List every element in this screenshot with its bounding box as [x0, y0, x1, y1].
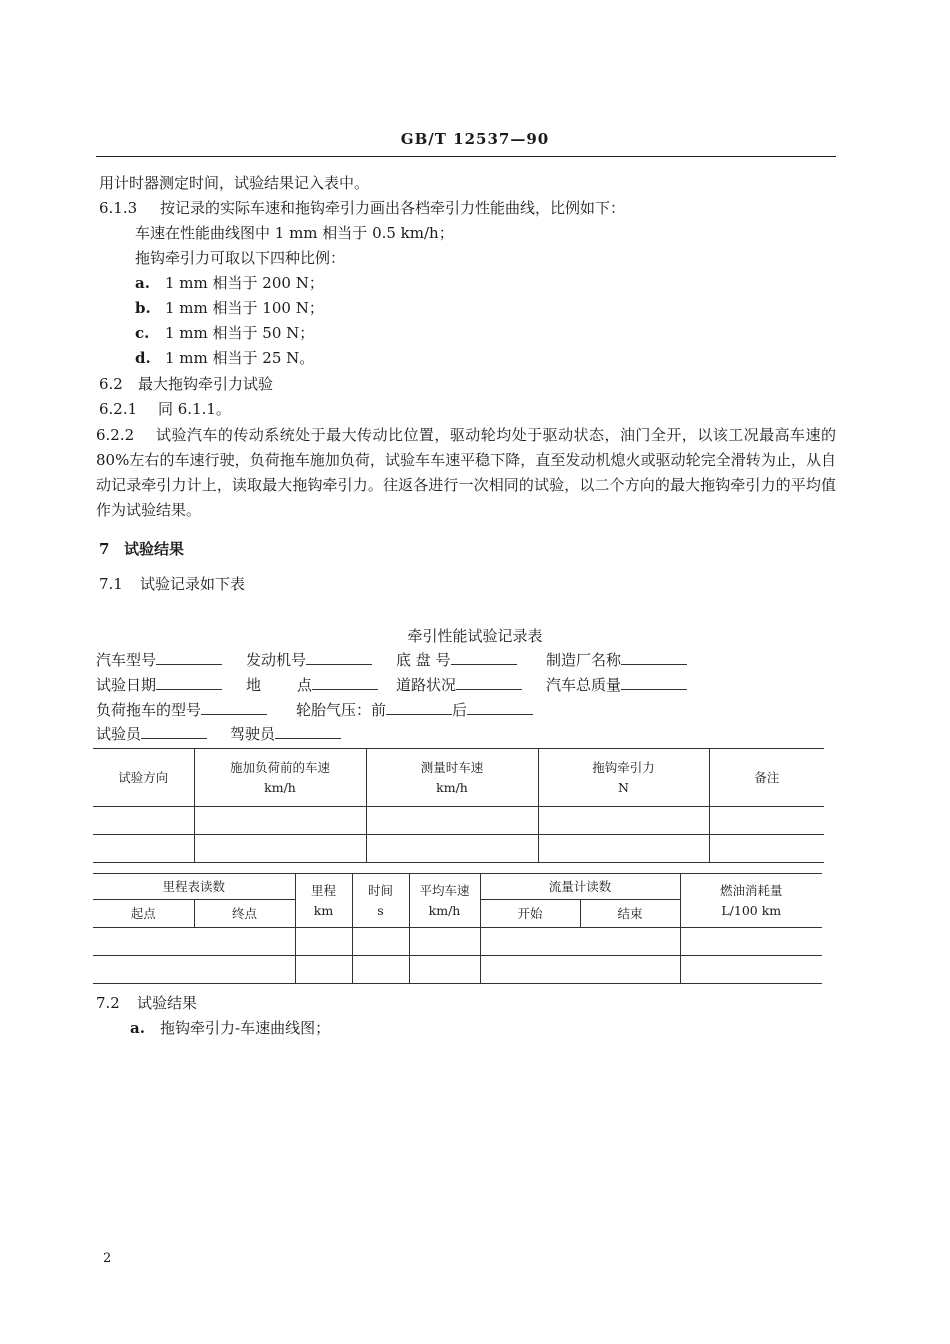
- field-trailer-model: [96, 700, 267, 720]
- header-avg-speed: [409, 874, 480, 928]
- header-unit: km/h: [436, 779, 468, 795]
- scale-item-text: 1 mm 相当于 100 N；: [165, 299, 324, 317]
- table-cell: [709, 835, 824, 863]
- scale-item-text: 1 mm 相当于 50 N；: [165, 324, 315, 342]
- blank-line: [386, 700, 452, 715]
- table-cell: [93, 928, 295, 956]
- traction-record-table: [93, 748, 824, 863]
- table-cell: [680, 956, 822, 984]
- table-cell: [295, 956, 352, 984]
- blank-line: [156, 675, 222, 690]
- table-cell: [709, 807, 824, 835]
- table-cell: [352, 928, 409, 956]
- table-cell: [538, 807, 709, 835]
- table-cell: [366, 807, 538, 835]
- blank-line: [201, 700, 267, 715]
- table-cell: [352, 956, 409, 984]
- table-cell: [366, 835, 538, 863]
- table-cell: [538, 835, 709, 863]
- table-row: [93, 835, 824, 863]
- header-flow-meter: 流量计读数: [480, 874, 680, 900]
- header-label: 测量时车速: [420, 759, 484, 775]
- field-label: 发动机号: [246, 651, 307, 669]
- field-label: 底 盘 号: [396, 651, 451, 669]
- field-gross-mass: [546, 675, 687, 695]
- field-label: 汽车型号: [96, 651, 157, 669]
- field-vehicle-model: [96, 650, 222, 670]
- table-cell: [480, 928, 680, 956]
- table-cell: [194, 835, 366, 863]
- scale-item-label: a.: [135, 274, 150, 292]
- field-tire-pressure: [296, 700, 533, 720]
- blank-line: [141, 724, 207, 739]
- blank-line: [456, 675, 522, 690]
- header-label: 里程: [310, 882, 336, 898]
- header-label: 施加负荷前的车速: [229, 759, 330, 775]
- table-cell: [93, 956, 295, 984]
- section-7-title: 试验结果: [124, 540, 185, 558]
- field-label: 试验日期: [96, 676, 157, 694]
- section-6-2-1-number: 6.2.1: [99, 400, 138, 418]
- header-label: 时间: [367, 882, 393, 898]
- field-label: 后: [452, 701, 468, 719]
- header-unit: L/100 km: [721, 902, 782, 918]
- section-6-2-2-number: 6.2.2: [96, 426, 135, 444]
- field-road-condition: [396, 675, 522, 695]
- blank-line: [275, 724, 341, 739]
- field-label: 负荷拖车的型号: [96, 701, 202, 719]
- scale-item-text: 1 mm 相当于 25 N。: [165, 349, 315, 367]
- header-time: [352, 874, 409, 928]
- field-engine-no: [246, 650, 372, 670]
- section-7-1-number: 7.1: [99, 575, 123, 593]
- field-label: 点: [297, 676, 313, 694]
- field-label: 制造厂名称: [546, 651, 622, 669]
- header-unit: km/h: [264, 779, 296, 795]
- header-flow-end: 结束: [580, 900, 680, 928]
- blank-line: [621, 650, 687, 665]
- field-label: 试验员: [96, 725, 142, 743]
- speed-scale-line: 车速在性能曲线图中 1 mm 相当于 0.5 km/h；: [135, 224, 454, 242]
- scale-item-text: 1 mm 相当于 200 N；: [165, 274, 324, 292]
- field-label: 轮胎气压：前: [296, 701, 387, 719]
- table-row: [93, 928, 822, 956]
- header-start-point: 起点: [93, 900, 194, 928]
- blank-line: [312, 675, 378, 690]
- page-number: 2: [103, 1251, 112, 1266]
- header-end-point: 终点: [194, 900, 295, 928]
- table-row: [93, 807, 824, 835]
- header-unit: s: [377, 902, 384, 918]
- table-cell: [409, 956, 480, 984]
- header-remarks: 备注: [709, 749, 824, 807]
- section-7-1-text: 试验记录如下表: [140, 575, 246, 593]
- field-tester: [96, 724, 207, 744]
- section-6-1-3-number: 6.1.3: [99, 199, 138, 217]
- scale-item-label: d.: [135, 349, 151, 367]
- scale-item-label: c.: [135, 324, 150, 342]
- header-rule: [96, 156, 836, 157]
- intro-line: 用计时器测定时间，试验结果记入表中。: [99, 174, 370, 192]
- record-table-title: 牵引性能试验记录表: [407, 627, 543, 645]
- section-6-2-number: 6.2: [99, 375, 123, 393]
- section-6-2-title: 最大拖钩牵引力试验: [138, 375, 274, 393]
- header-flow-start: 开始: [480, 900, 580, 928]
- section-6-1-3-text: 按记录的实际车速和拖钩牵引力画出各档牵引力性能曲线，比例如下：: [160, 199, 626, 217]
- section-7-2-title: 试验结果: [137, 994, 198, 1012]
- field-manufacturer: [546, 650, 687, 670]
- header-mileage: [295, 874, 352, 928]
- header-test-direction: 试验方向: [93, 749, 194, 807]
- section-7-2-number: 7.2: [96, 994, 120, 1012]
- header-speed-measure: [366, 749, 538, 807]
- header-label: 拖钩牵引力: [592, 759, 655, 775]
- field-location: [246, 675, 378, 695]
- field-label: 驾驶员: [230, 725, 276, 743]
- table-row: [93, 956, 822, 984]
- header-label: 平均车速: [419, 882, 470, 898]
- header-label: 燃油消耗量: [719, 882, 783, 898]
- result-item-a-label: a.: [130, 1019, 145, 1037]
- table-cell: [93, 835, 194, 863]
- result-item-a-text: 拖钩牵引力-车速曲线图；: [160, 1019, 331, 1037]
- header-speed-before-load: [194, 749, 366, 807]
- blank-line: [451, 650, 517, 665]
- table-cell: [295, 928, 352, 956]
- header-fuel-consumption: [680, 874, 822, 928]
- standard-number-header: GB/T 12537—90: [400, 130, 550, 148]
- section-6-2-2-paragraph: [96, 423, 836, 523]
- field-label: 道路状况: [396, 676, 457, 694]
- field-chassis-no: [396, 650, 517, 670]
- section-6-2-1-text: 同 6.1.1。: [158, 400, 231, 418]
- table-cell: [680, 928, 822, 956]
- blank-line: [156, 650, 222, 665]
- table-cell: [409, 928, 480, 956]
- table-cell: [480, 956, 680, 984]
- header-unit: N: [618, 779, 629, 795]
- table-cell: [93, 807, 194, 835]
- blank-line: [467, 700, 533, 715]
- section-6-2-2-text: 试验汽车的传动系统处于最大传动比位置，驱动轮均处于驱动状态，油门全开，以该工况最高车速的 80%左右的车速行驶，负荷拖车施加负荷，试验车车速平稳下降，直至发动机熄火或驱动轮完全滑转为止，从自动记录牵引力计上，读取最大拖钩牵引力。往返各进行一次相同的试验，以二个方向的最大拖钩牵引力的平均值作为试验结果。: [96, 426, 836, 519]
- header-odometer: 里程表读数: [93, 874, 295, 900]
- scale-item-label: b.: [135, 299, 151, 317]
- section-7-number: 7: [99, 540, 110, 558]
- field-driver: [230, 724, 341, 744]
- field-label: 汽车总质量: [546, 676, 622, 694]
- blank-line: [306, 650, 372, 665]
- force-scale-intro: 拖钩牵引力可取以下四种比例：: [135, 249, 346, 267]
- field-label: 地: [246, 676, 262, 694]
- header-drawbar-pull: [538, 749, 709, 807]
- field-test-date: [96, 675, 222, 695]
- fuel-consumption-table: [93, 873, 822, 984]
- table-cell: [194, 807, 366, 835]
- header-unit: km: [313, 902, 334, 918]
- blank-line: [621, 675, 687, 690]
- header-unit: km/h: [428, 902, 461, 918]
